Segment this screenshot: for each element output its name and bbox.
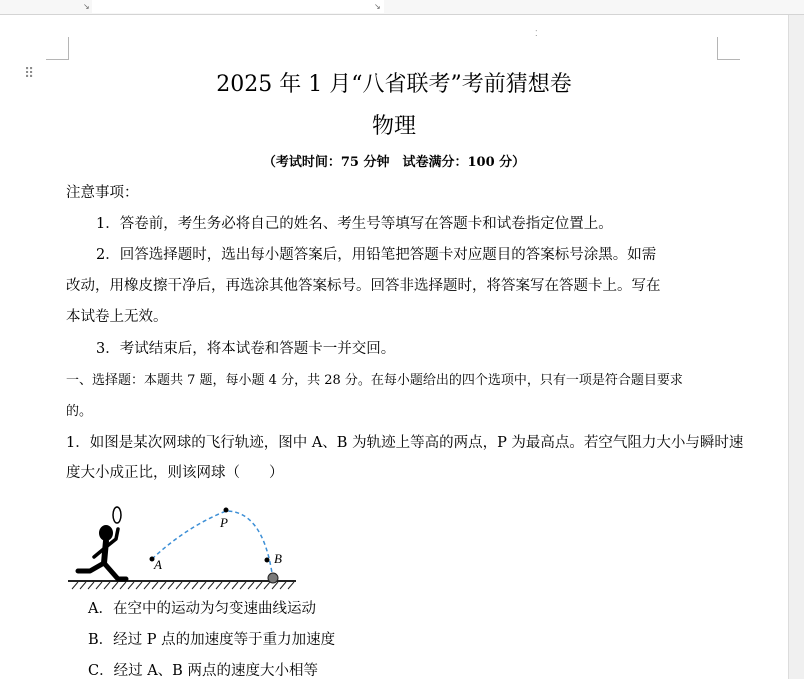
horizontal-ruler[interactable] [0, 0, 804, 15]
ground [68, 581, 296, 589]
tennis-trajectory-figure [66, 489, 306, 591]
ruler-text-area [92, 0, 384, 13]
margin-corner-top-left [46, 37, 69, 60]
notice-heading: 注意事项： [66, 185, 139, 201]
label-b: B [274, 551, 282, 566]
point-p-marker [224, 508, 229, 513]
margin-corner-top-right [717, 37, 740, 60]
exam-subject: 物理 [371, 114, 416, 139]
label-p: P [220, 515, 228, 530]
question-1-stem-cont: 度大小成正比，则该网球（ ） [66, 465, 284, 481]
vertical-scrollbar[interactable] [788, 15, 804, 679]
notice-item-2-end: 本试卷上无效。 [66, 309, 168, 325]
cursor-mark: ⁚ [535, 29, 538, 38]
option-c: C．经过 A、B 两点的速度大小相等 [88, 663, 318, 679]
document-page[interactable] [0, 15, 788, 679]
right-indent-marker[interactable]: ↘ [374, 2, 381, 11]
player-silhouette-icon [78, 507, 126, 579]
exam-title: 2025 年 1 月“八省联考”考前猜想卷 [216, 72, 572, 97]
notice-item-3: 3．考试结束后，将本试卷和答题卡一并交回。 [96, 341, 396, 357]
exam-info: （考试时间：75 分钟 试卷满分：100 分） [262, 155, 526, 170]
notice-item-2-cont: 改动，用橡皮擦干净后，再选涂其他答案标号。回答非选择题时，将答案写在答题卡上。写在 [66, 278, 661, 294]
tennis-ball-icon [268, 573, 278, 583]
trajectory-curve [152, 511, 272, 573]
point-b-marker [265, 558, 270, 563]
section-heading-cont: 的。 [66, 404, 93, 419]
notice-item-1: 1．答卷前，考生务必将自己的姓名、考生号等填写在答题卡和试卷指定位置上。 [96, 216, 613, 232]
question-1-stem: 1．如图是某次网球的飞行轨迹，图中 A、B 为轨迹上等高的两点，P 为最高点。若空气阻力大小与瞬时速 [66, 435, 744, 451]
option-a: A．在空中的运动为匀变速曲线运动 [88, 601, 316, 617]
left-indent-marker[interactable]: ↘ [83, 2, 90, 11]
drag-handle-icon[interactable]: ⠿ [24, 66, 32, 82]
notice-item-2: 2．回答选择题时，选出每小题答案后，用铅笔把答题卡对应题目的答案标号涂黑。如需 [96, 247, 657, 263]
label-a: A [154, 557, 162, 572]
option-b: B．经过 P 点的加速度等于重力加速度 [88, 632, 336, 648]
section-heading: 一、选择题：本题共 7 题，每小题 4 分，共 28 分。在每小题给出的四个选项中，只有一项是符合题目要求 [66, 373, 683, 388]
